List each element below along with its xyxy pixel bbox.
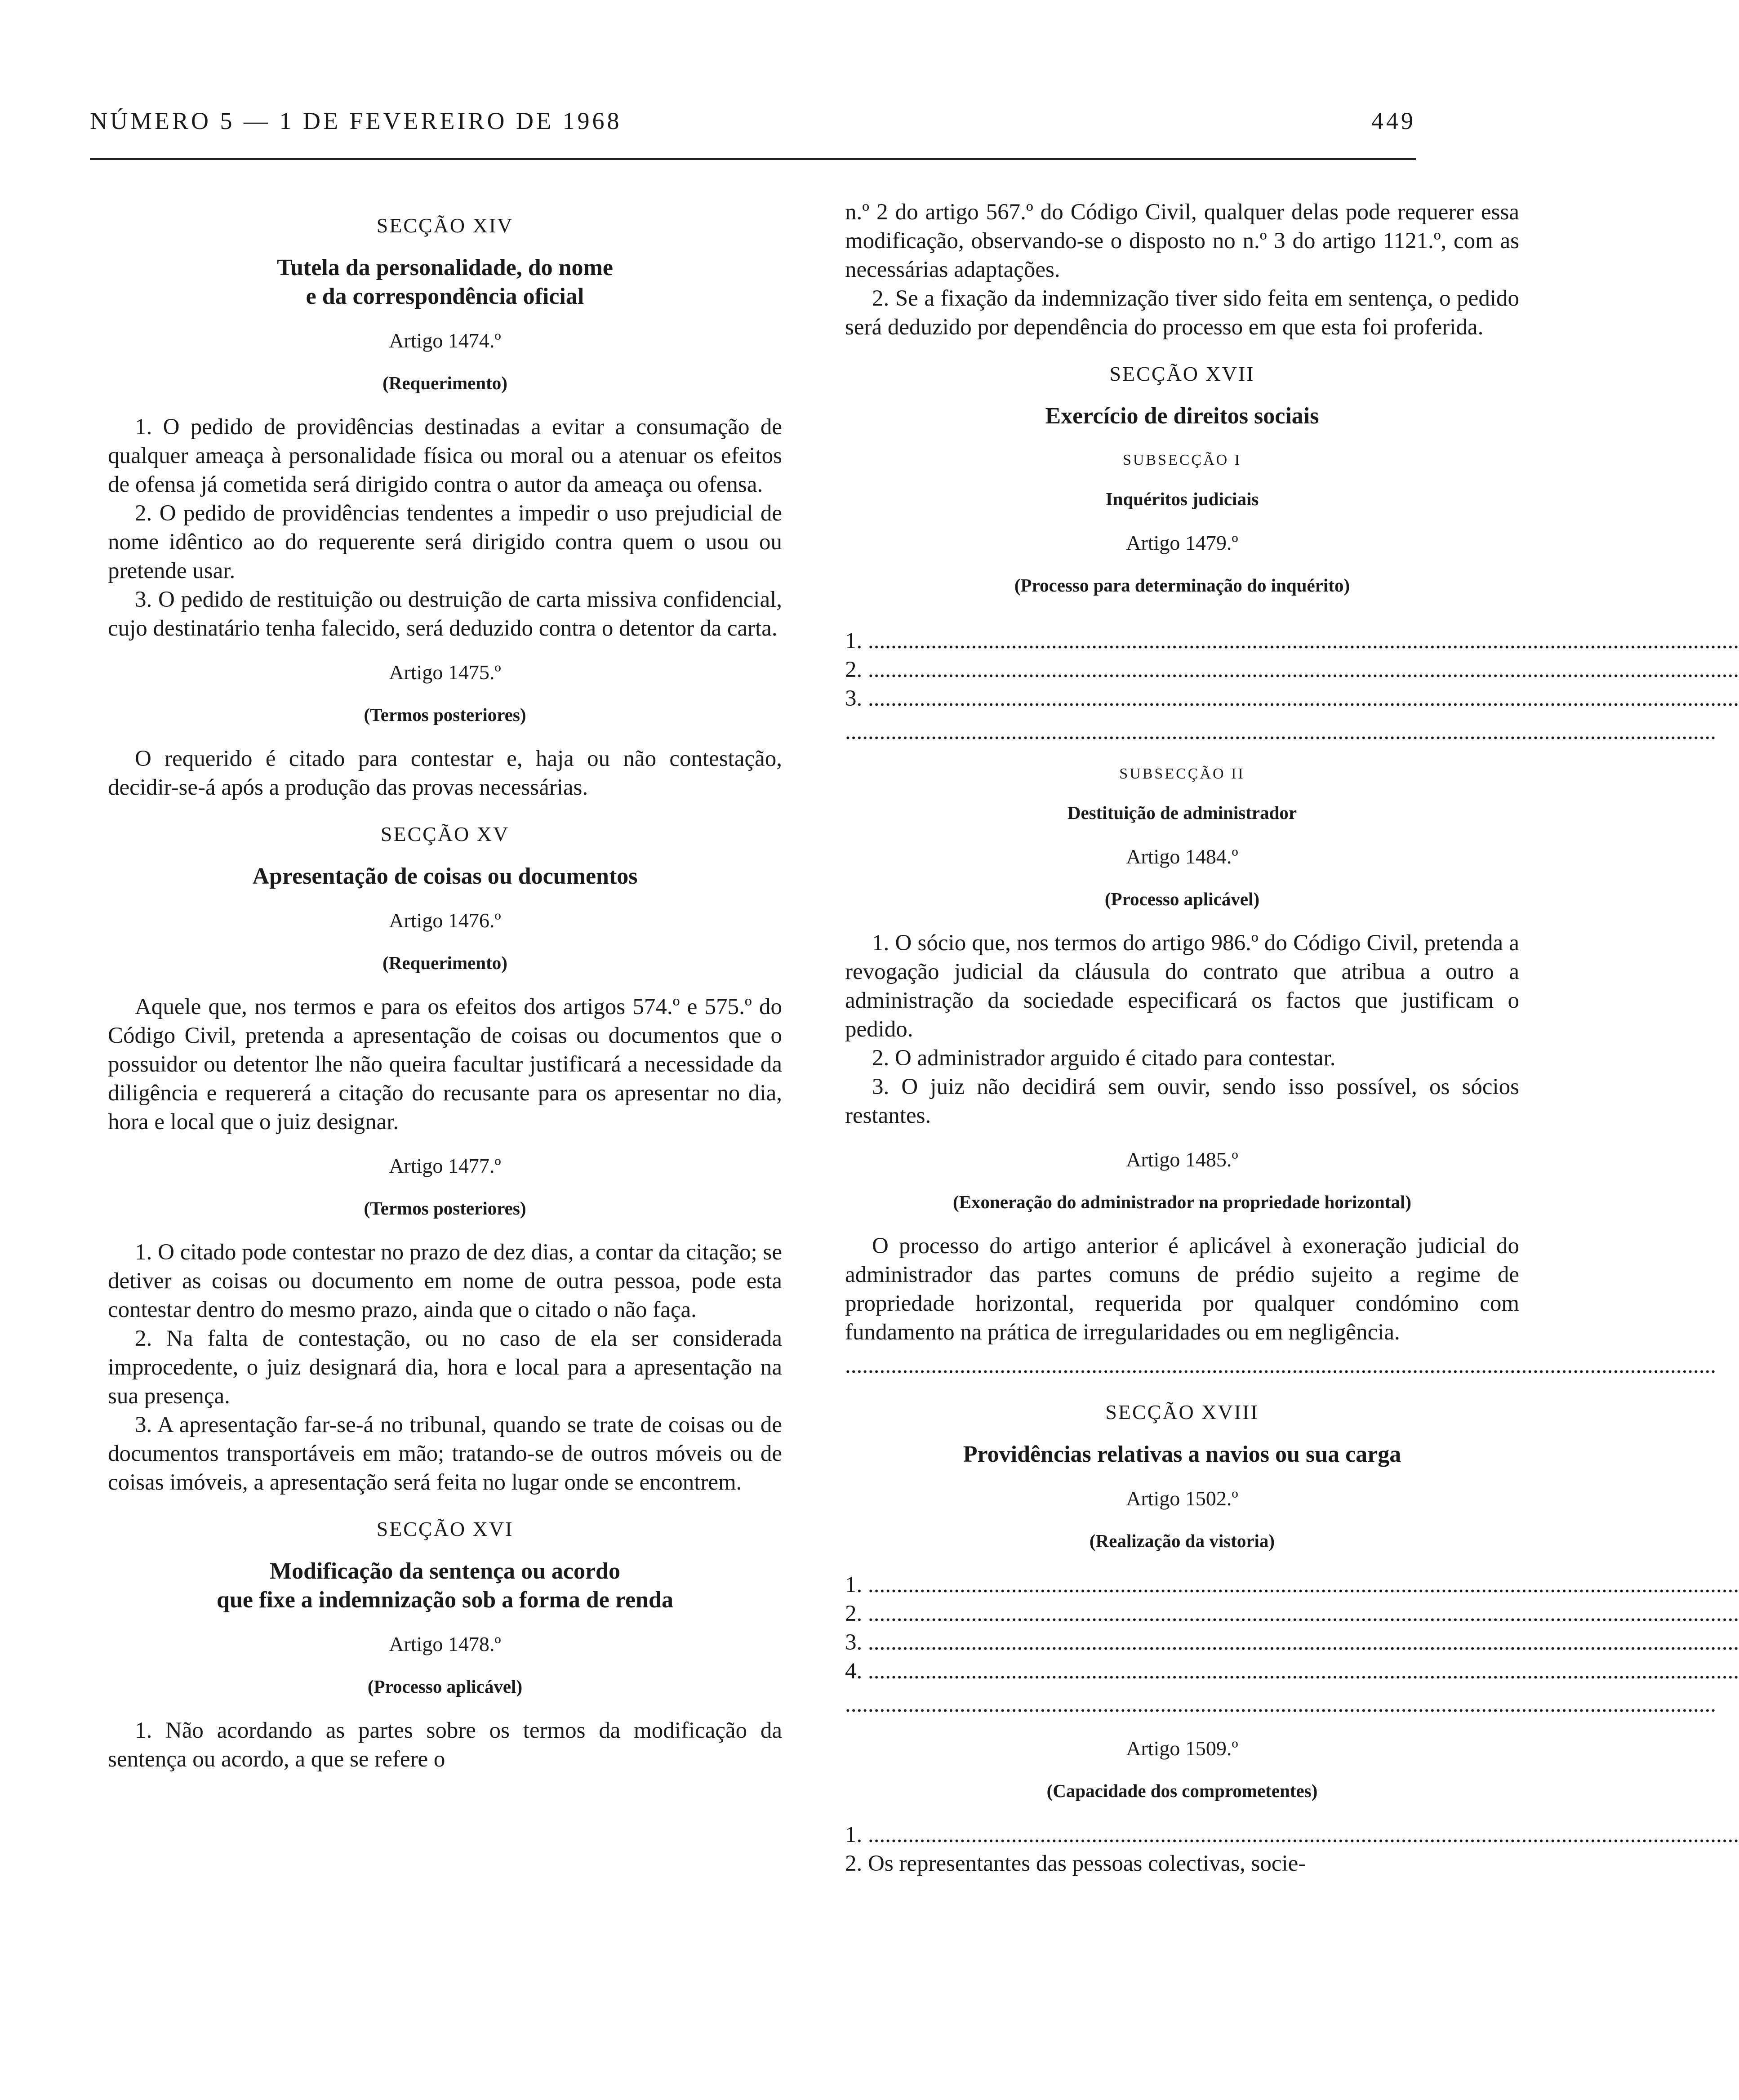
subsection-title: Destituição de administrador xyxy=(1067,802,1297,823)
article-body xyxy=(845,929,1519,1130)
section-title: Exercício de direitos sociais xyxy=(1045,403,1319,429)
paragraph: 3. O pedido de restituição ou destruição de carta missiva confidencial, cujo destinatário tenha falecido, será deduzido contra o detentor da carta. xyxy=(108,587,782,641)
page-header xyxy=(90,107,1416,134)
section-title xyxy=(108,1557,782,1615)
dot-leader: ........................................................................................................................................................ xyxy=(868,1630,1739,1655)
section-title-line: Tutela da personalidade, do nome xyxy=(277,255,613,280)
omission-line: ........................................................................................................................................................ xyxy=(845,1692,1716,1717)
section-heading: SECÇÃO XVII xyxy=(1109,362,1255,385)
section-heading: SECÇÃO XV xyxy=(380,823,510,845)
article-number: Artigo 1484.º xyxy=(1126,845,1238,868)
article-caption: (Requerimento) xyxy=(382,373,507,393)
dot-leader: ........................................................................................................................................................ xyxy=(868,1659,1739,1684)
dot-leader: ........................................................................................................................................................ xyxy=(868,1822,1739,1847)
numbered-item xyxy=(845,684,1739,713)
right-column xyxy=(845,180,1739,1878)
paragraph: 1. O citado pode contestar no prazo de dez dias, a contar da citação; se detiver as coisas ou documento em nome de outra pessoa, pode esta contestar dentro do mesmo prazo, ainda que o citado o não faça. xyxy=(108,1240,782,1322)
article-caption: (Processo para determinação do inquérito) xyxy=(1014,575,1350,596)
item-number: 1. xyxy=(845,628,863,654)
section-title-line: e da correspondência oficial xyxy=(306,284,584,309)
item-number: 3. xyxy=(845,686,863,711)
section-heading: SECÇÃO XVI xyxy=(376,1517,514,1540)
item-number: 1. xyxy=(845,1572,863,1597)
article-number: Artigo 1502.º xyxy=(1126,1487,1238,1510)
numbered-item xyxy=(845,1657,1739,1686)
header-rule xyxy=(90,158,1416,160)
article-caption: (Processo aplicável) xyxy=(367,1676,523,1697)
paragraph: O processo do artigo anterior é aplicável à exoneração judicial do administrador das partes comuns de prédio sujeito a regime de propriedade horizontal, requerida por qualquer condómino com fundamento na prática de irregularidades ou em negligência. xyxy=(845,1233,1519,1345)
omitted-items xyxy=(845,1571,1739,1719)
paragraph: O requerido é citado para contestar e, haja ou não contestação, decidir-se-á após a produção das provas necessárias. xyxy=(108,746,782,800)
paragraph: n.º 2 do artigo 567.º do Código Civil, qualquer delas pode requerer essa modificação, observando-se o disposto no n.º 3 do artigo 1121.º, com as necessárias adaptações. xyxy=(845,200,1519,282)
paragraph: 2. O administrador arguido é citado para contestar. xyxy=(872,1046,1336,1071)
article-caption: (Termos posteriores) xyxy=(364,704,526,725)
article-caption: (Exoneração do administrador na propriedade horizontal) xyxy=(952,1192,1412,1212)
section-title-line: que fixe a indemnização sob a forma de renda xyxy=(217,1587,673,1613)
item-number: 1. xyxy=(845,1822,863,1847)
article-number: Artigo 1509.º xyxy=(1126,1737,1238,1760)
article-body xyxy=(108,1238,782,1497)
item-number: 2. xyxy=(845,1601,863,1626)
numbered-item xyxy=(845,627,1739,655)
dot-leader: ........................................................................................................................................................ xyxy=(868,657,1739,682)
article-number: Artigo 1485.º xyxy=(1126,1148,1238,1171)
article-number: Artigo 1478.º xyxy=(389,1633,501,1655)
paragraph: 2. Se a fixação da indemnização tiver sido feita em sentença, o pedido será deduzido por dependência do processo em que esta foi proferida. xyxy=(845,286,1519,340)
paragraph: 1. Não acordando as partes sobre os termos da modificação da sentença ou acordo, a que se refere o xyxy=(108,1718,782,1772)
article-body-continued xyxy=(845,198,1519,342)
article-caption: (Realização da vistoria) xyxy=(1089,1531,1275,1551)
article-number: Artigo 1474.º xyxy=(389,329,501,352)
dot-leader: ........................................................................................................................................................ xyxy=(868,1572,1739,1597)
article-body xyxy=(108,992,782,1136)
omission-line: ........................................................................................................................................................ xyxy=(845,719,1716,744)
item-number: 2. xyxy=(845,657,863,682)
section-title xyxy=(108,254,782,311)
numbered-item xyxy=(845,1820,1739,1849)
paragraph: 3. A apresentação far-se-á no tribunal, quando se trate de coisas ou de documentos transportáveis em mão; tratando-se de outros móveis ou de coisas imóveis, a apresentação será feita no lugar onde se encontrem. xyxy=(108,1412,782,1495)
left-column xyxy=(108,180,782,1774)
subsection-title: Inquéritos judiciais xyxy=(1105,489,1259,509)
numbered-item xyxy=(845,1599,1739,1628)
paragraph: 2. Na falta de contestação, ou no caso de ela ser considerada improcedente, o juiz designará dia, hora e local para a apresentação na sua presença. xyxy=(108,1326,782,1409)
section-title: Providências relativas a navios ou sua carga xyxy=(963,1442,1401,1467)
article-caption: (Requerimento) xyxy=(382,952,507,973)
article-number: Artigo 1477.º xyxy=(389,1154,501,1177)
subsection-heading: SUBSECÇÃO I xyxy=(1122,452,1242,468)
section-heading: SECÇÃO XIV xyxy=(376,214,514,237)
item-number: 3. xyxy=(845,1630,863,1655)
article-caption: (Capacidade dos comprometentes) xyxy=(1046,1780,1318,1801)
article-body xyxy=(108,744,782,802)
dot-leader: ........................................................................................................................................................ xyxy=(868,628,1739,654)
numbered-item xyxy=(845,655,1739,684)
numbered-item xyxy=(845,1571,1739,1599)
article-number: Artigo 1476.º xyxy=(389,909,501,932)
omission-line: ........................................................................................................................................................ xyxy=(845,1353,1716,1378)
article-body xyxy=(845,1849,1519,1878)
article-body xyxy=(108,413,782,643)
numbered-item xyxy=(845,1628,1739,1657)
subsection-heading: SUBSECÇÃO II xyxy=(1119,765,1245,782)
dot-leader: ........................................................................................................................................................ xyxy=(868,1601,1739,1626)
article-caption: (Termos posteriores) xyxy=(364,1198,526,1219)
header-page-number: 449 xyxy=(1371,107,1416,134)
item-number: 4. xyxy=(845,1659,863,1684)
header-issue-date: NÚMERO 5 — 1 DE FEVEREIRO DE 1968 xyxy=(90,107,622,134)
section-heading: SECÇÃO XVIII xyxy=(1105,1401,1259,1424)
article-body xyxy=(845,1232,1519,1347)
omitted-items xyxy=(845,1820,1739,1878)
paragraph: 2. O pedido de providências tendentes a impedir o uso prejudicial de nome idêntico ao do requerente será dirigido contra quem o usou ou pretende usar. xyxy=(108,501,782,583)
section-title-line: Modificação da sentença ou acordo xyxy=(270,1558,620,1584)
article-body xyxy=(108,1716,782,1774)
article-caption: (Processo aplicável) xyxy=(1104,889,1260,909)
article-number: Artigo 1475.º xyxy=(389,661,501,684)
article-number: Artigo 1479.º xyxy=(1126,531,1238,554)
paragraph: Aquele que, nos termos e para os efeitos dos artigos 574.º e 575.º do Código Civil, pretenda a apresentação de coisas ou documentos que o possuidor ou detentor lhe não queira facultar justificará a necessidade da diligência e requererá a citação do recusante para os apresentar no dia, hora e local que o juiz designar. xyxy=(108,994,782,1135)
paragraph: 1. O sócio que, nos termos do artigo 986.º do Código Civil, pretenda a revogação judicial da cláusula do contrato que atribua a outro a administração da sociedade especificará os factos que justificam o pedido. xyxy=(845,930,1519,1042)
paragraph: 2. Os representantes das pessoas colectivas, socie- xyxy=(845,1851,1306,1876)
omitted-items xyxy=(845,627,1739,746)
dot-leader: ........................................................................................................................................................ xyxy=(868,686,1739,711)
section-title: Apresentação de coisas ou documentos xyxy=(252,863,638,889)
paragraph: 1. O pedido de providências destinadas a evitar a consumação de qualquer ameaça à personalidade física ou moral ou a atenuar os efeitos de ofensa já cometida será dirigido contra o autor da ameaça ou ofensa. xyxy=(108,414,782,497)
paragraph: 3. O juiz não decidirá sem ouvir, sendo isso possível, os sócios restantes. xyxy=(845,1074,1519,1128)
